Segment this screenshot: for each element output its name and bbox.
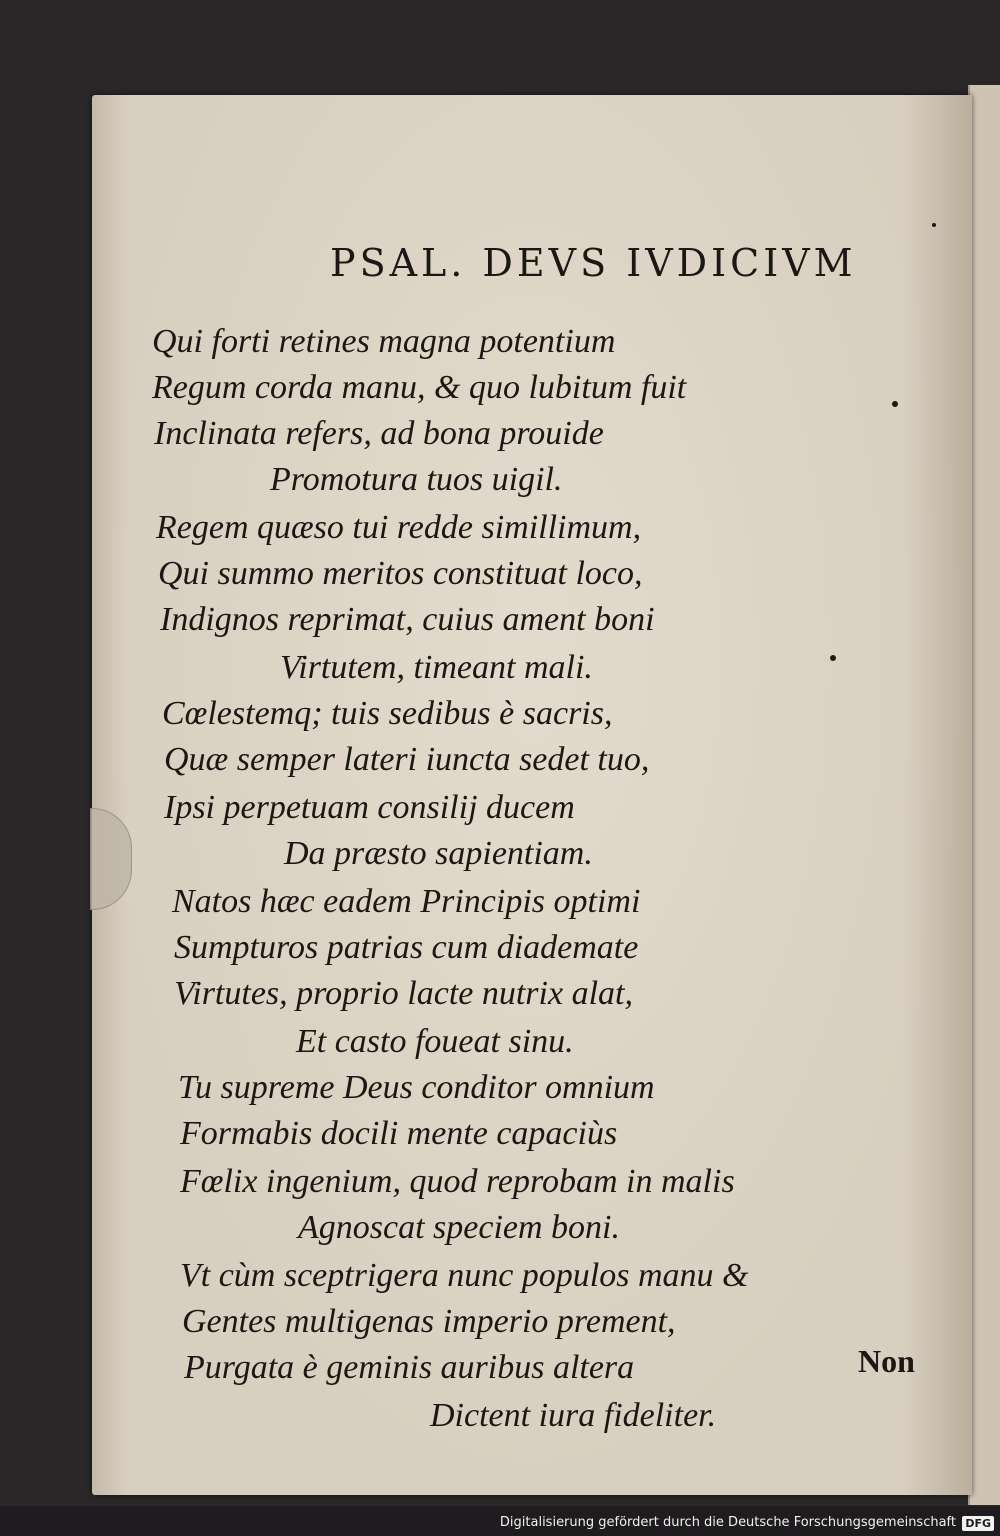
verse-line: Inclinata refers, ad bona prouide: [154, 415, 604, 452]
verse-line: Natos hæc eadem Principis optimi: [172, 883, 641, 920]
verse-line: Regem quæso tui redde simillimum,: [156, 509, 642, 546]
verse-line: Quæ semper lateri iuncta sedet tuo,: [164, 741, 650, 778]
verse-line: Fœlix ingenium, quod reprobam in malis: [180, 1163, 735, 1200]
footer-bar: [0, 1506, 1000, 1536]
funding-credit: Digitalisierung gefördert durch die Deutsche Forschungsgemeinschaft: [499, 1515, 956, 1530]
verse-line: Virtutes, proprio lacte nutrix alat,: [174, 975, 633, 1012]
verse-line: Tu supreme Deus conditor omnium: [178, 1069, 655, 1106]
verse-line: Vt cùm sceptrigera nunc populos manu &: [180, 1257, 749, 1294]
catchword: Non: [858, 1343, 915, 1379]
verse-line: Purgata è geminis auribus altera: [184, 1349, 635, 1386]
verse-line: Agnoscat speciem boni.: [298, 1209, 620, 1246]
verse-line: Promotura tuos uigil.: [270, 461, 563, 498]
ink-speck: [830, 655, 836, 661]
verse-line: Da præsto sapientiam.: [284, 835, 593, 872]
verse-line: Gentes multigenas imperio prement,: [182, 1303, 676, 1340]
verse-line: Cœlestemq; tuis sedibus è sacris,: [162, 695, 613, 732]
verse-line: Formabis docili mente capaciùs: [180, 1115, 618, 1152]
verse-line: Et casto foueat sinu.: [296, 1023, 574, 1060]
scanned-page: [92, 95, 972, 1495]
verse-line: Regum corda manu, & quo lubitum fuit: [152, 369, 687, 406]
verse-line: Dictent iura fideliter.: [430, 1397, 717, 1434]
dfg-logo: DFG: [962, 1516, 994, 1531]
verse-line: Ipsi perpetuam consilij ducem: [164, 789, 575, 826]
verse-line: Indignos reprimat, cuius ament boni: [160, 601, 655, 638]
running-head: PSAL. DEVS IVDICIVM: [330, 241, 857, 285]
verse-line: Sumpturos patrias cum diademate: [174, 929, 639, 966]
ink-speck: [892, 401, 898, 407]
verse-line: Qui forti retines magna potentium: [152, 323, 616, 360]
verse-line: Virtutem, timeant mali.: [280, 649, 593, 686]
facing-page-edge: [968, 85, 1000, 1505]
verse-line: Qui summo meritos constituat loco,: [158, 555, 643, 592]
ink-speck: [932, 223, 936, 227]
